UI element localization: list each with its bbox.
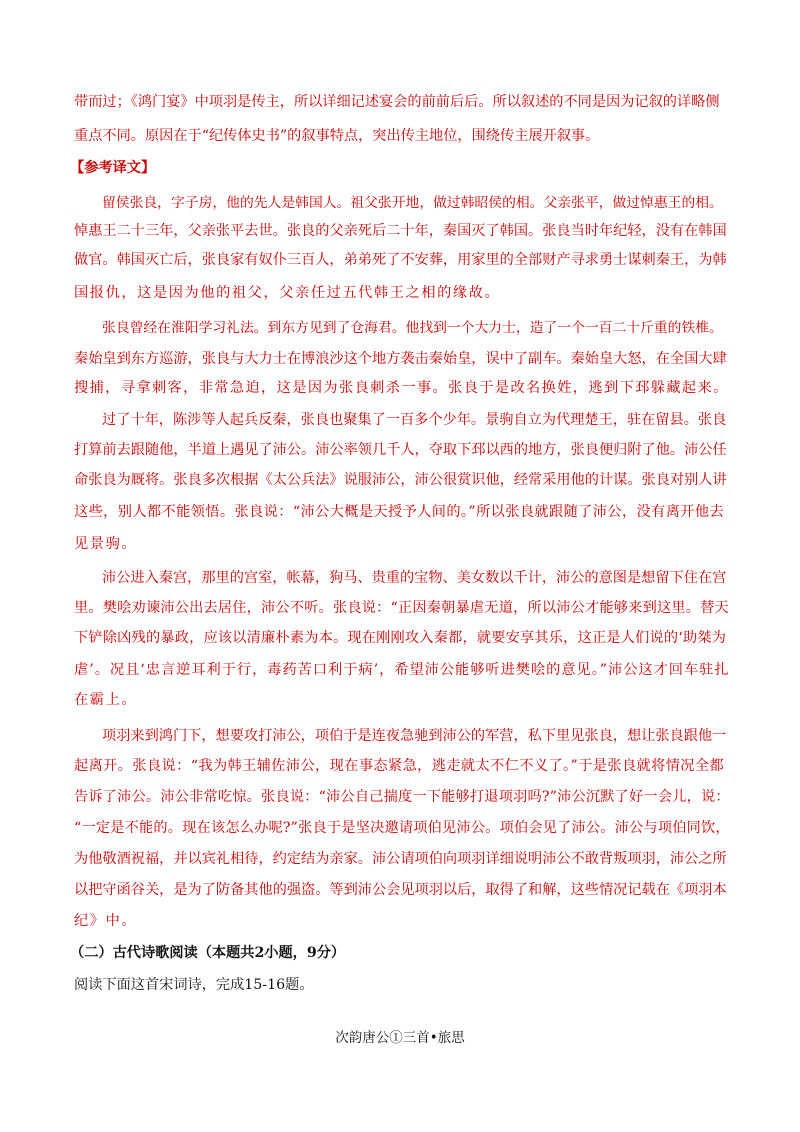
translation-line: 项羽来到鸿门下，想要攻打沛公，项伯于是连夜急驰到沛公的军营，私下里见张良，想让张良跟他一 [102,728,727,744]
translation-line: 命张良为厩将。张良多次根据《太公兵法》说服沛公，沛公很赏识他，经常采用他的计谋。张良对别人讲 [74,472,727,488]
translation-line: 起离开。张良说：“我为韩王辅佐沛公，现在事态紧急，逃走就太不仁不义了。”于是张良就将情况全都 [74,758,725,774]
intro-line-1: 带而过；《鸿门宴》中项羽是传主，所以详细记述宴会的前前后后。所以叙述的不同是因为记叙的详略侧 [74,94,720,110]
translation-line: 张良曾经在淮阳学习礼法。到东方见到了仓海君。他找到一个大力士，造了一个一百二十斤重的铁椎。 [102,320,723,336]
section-title: （二）古代诗歌阅读（本题共2小题，9分） [70,945,346,961]
translation-line: 下铲除凶残的暴政，应该以清廉朴素为本。现在刚刚攻入秦都，就要安享其乐，这正是人们说的‘助桀为 [74,630,727,646]
translation-line: 搜捕，寻拿刺客，非常急迫，这是因为张良刺杀一事。张良于是改名换姓，逃到下邳躲藏起来。 [74,380,729,396]
translation-line: 虐’。况且‘忠言逆耳利于行，毒药苦口利于病’，希望沛公能够听进樊哙的意见。”沛公这才回车驻扎 [74,662,730,678]
translation-line: 沛公进入秦宫，那里的宫室，帐幕，狗马、贵重的宝物、美女数以千计，沛公的意图是想留下住在宫 [102,570,727,586]
translation-line: 这些，别人都不能领悟。张良说：“沛公大概是天授予人间的。”所以张良就跟随了沛公，没有离开他去 [74,504,725,520]
poem-title: 次韵唐公①三首•旅思 [335,1030,465,1046]
translation-line: 在霸上。 [74,692,138,708]
translation-line: “一定是不能的。现在该怎么办呢?”张良于是坚决邀请项伯见沛公。项伯会见了沛公。沛公与项伯同饮， [74,820,730,836]
instruction-text: 阅读下面这首宋词诗，完成15-16题。 [74,977,314,993]
translation-line: 见景驹。 [74,536,138,552]
translation-line: 纪》中。 [74,913,138,929]
translation-line: 悼惠王二十三年，父亲张平去世。张良的父亲死后二十年，秦国灭了韩国。张良当时年纪轻，没有在韩国 [74,223,727,239]
translation-line: 里。樊哙劝谏沛公出去居住，沛公不听。张良说：“正因秦朝暴虐无道，所以沛公才能够来到这里。替天 [74,600,729,616]
intro-line-2: 重点不同。原因在于“纪传体史书”的叙事特点，突出传主地位，围绕传主展开叙事。 [74,128,600,144]
translation-line: 秦始皇到东方巡游，张良与大力士在博浪沙这个地方袭击秦始皇，误中了副车。秦始皇大怒，在全国大肆 [74,351,727,367]
translation-line: 打算前去跟随他，半道上遇见了沛公。沛公率领几千人，夺取下邳以西的地方，张良便归附了他。沛公任 [74,442,727,458]
translation-line: 以把守函谷关，是为了防备其他的强盗。等到沛公会见项羽以后，取得了和解，这些情况记载在《项羽本 [74,882,727,898]
translation-line: 做官。韩国灭亡后，张良家有奴仆三百人，弟弟死了不安葬，用家里的全部财产寻求勇士谋刺秦王，为韩 [74,252,727,268]
translation-line: 国报仇，这是因为他的祖父，父亲任过五代韩王之相的缘故。 [74,285,501,301]
translation-line: 留侯张良，字子房，他的先人是韩国人。祖父张开地，做过韩昭侯的相。父亲张平，做过悼惠王的相。 [102,195,723,211]
translation-line: 告诉了沛公。沛公非常吃惊。张良说：“沛公自己揣度一下能够打退项羽吗?”沛公沉默了好一会儿，说： [74,789,730,805]
translation-line: 过了十年，陈涉等人起兵反秦，张良也聚集了一百多个少年。景驹自立为代理楚王，驻在留县。张良 [102,412,727,428]
reference-heading: 【参考译文】 [70,160,156,176]
translation-line: 为他敬酒祝福，并以宾礼相待，约定结为亲家。沛公请项伯向项羽详细说明沛公不敢背叛项羽，沛公之所 [74,851,727,867]
